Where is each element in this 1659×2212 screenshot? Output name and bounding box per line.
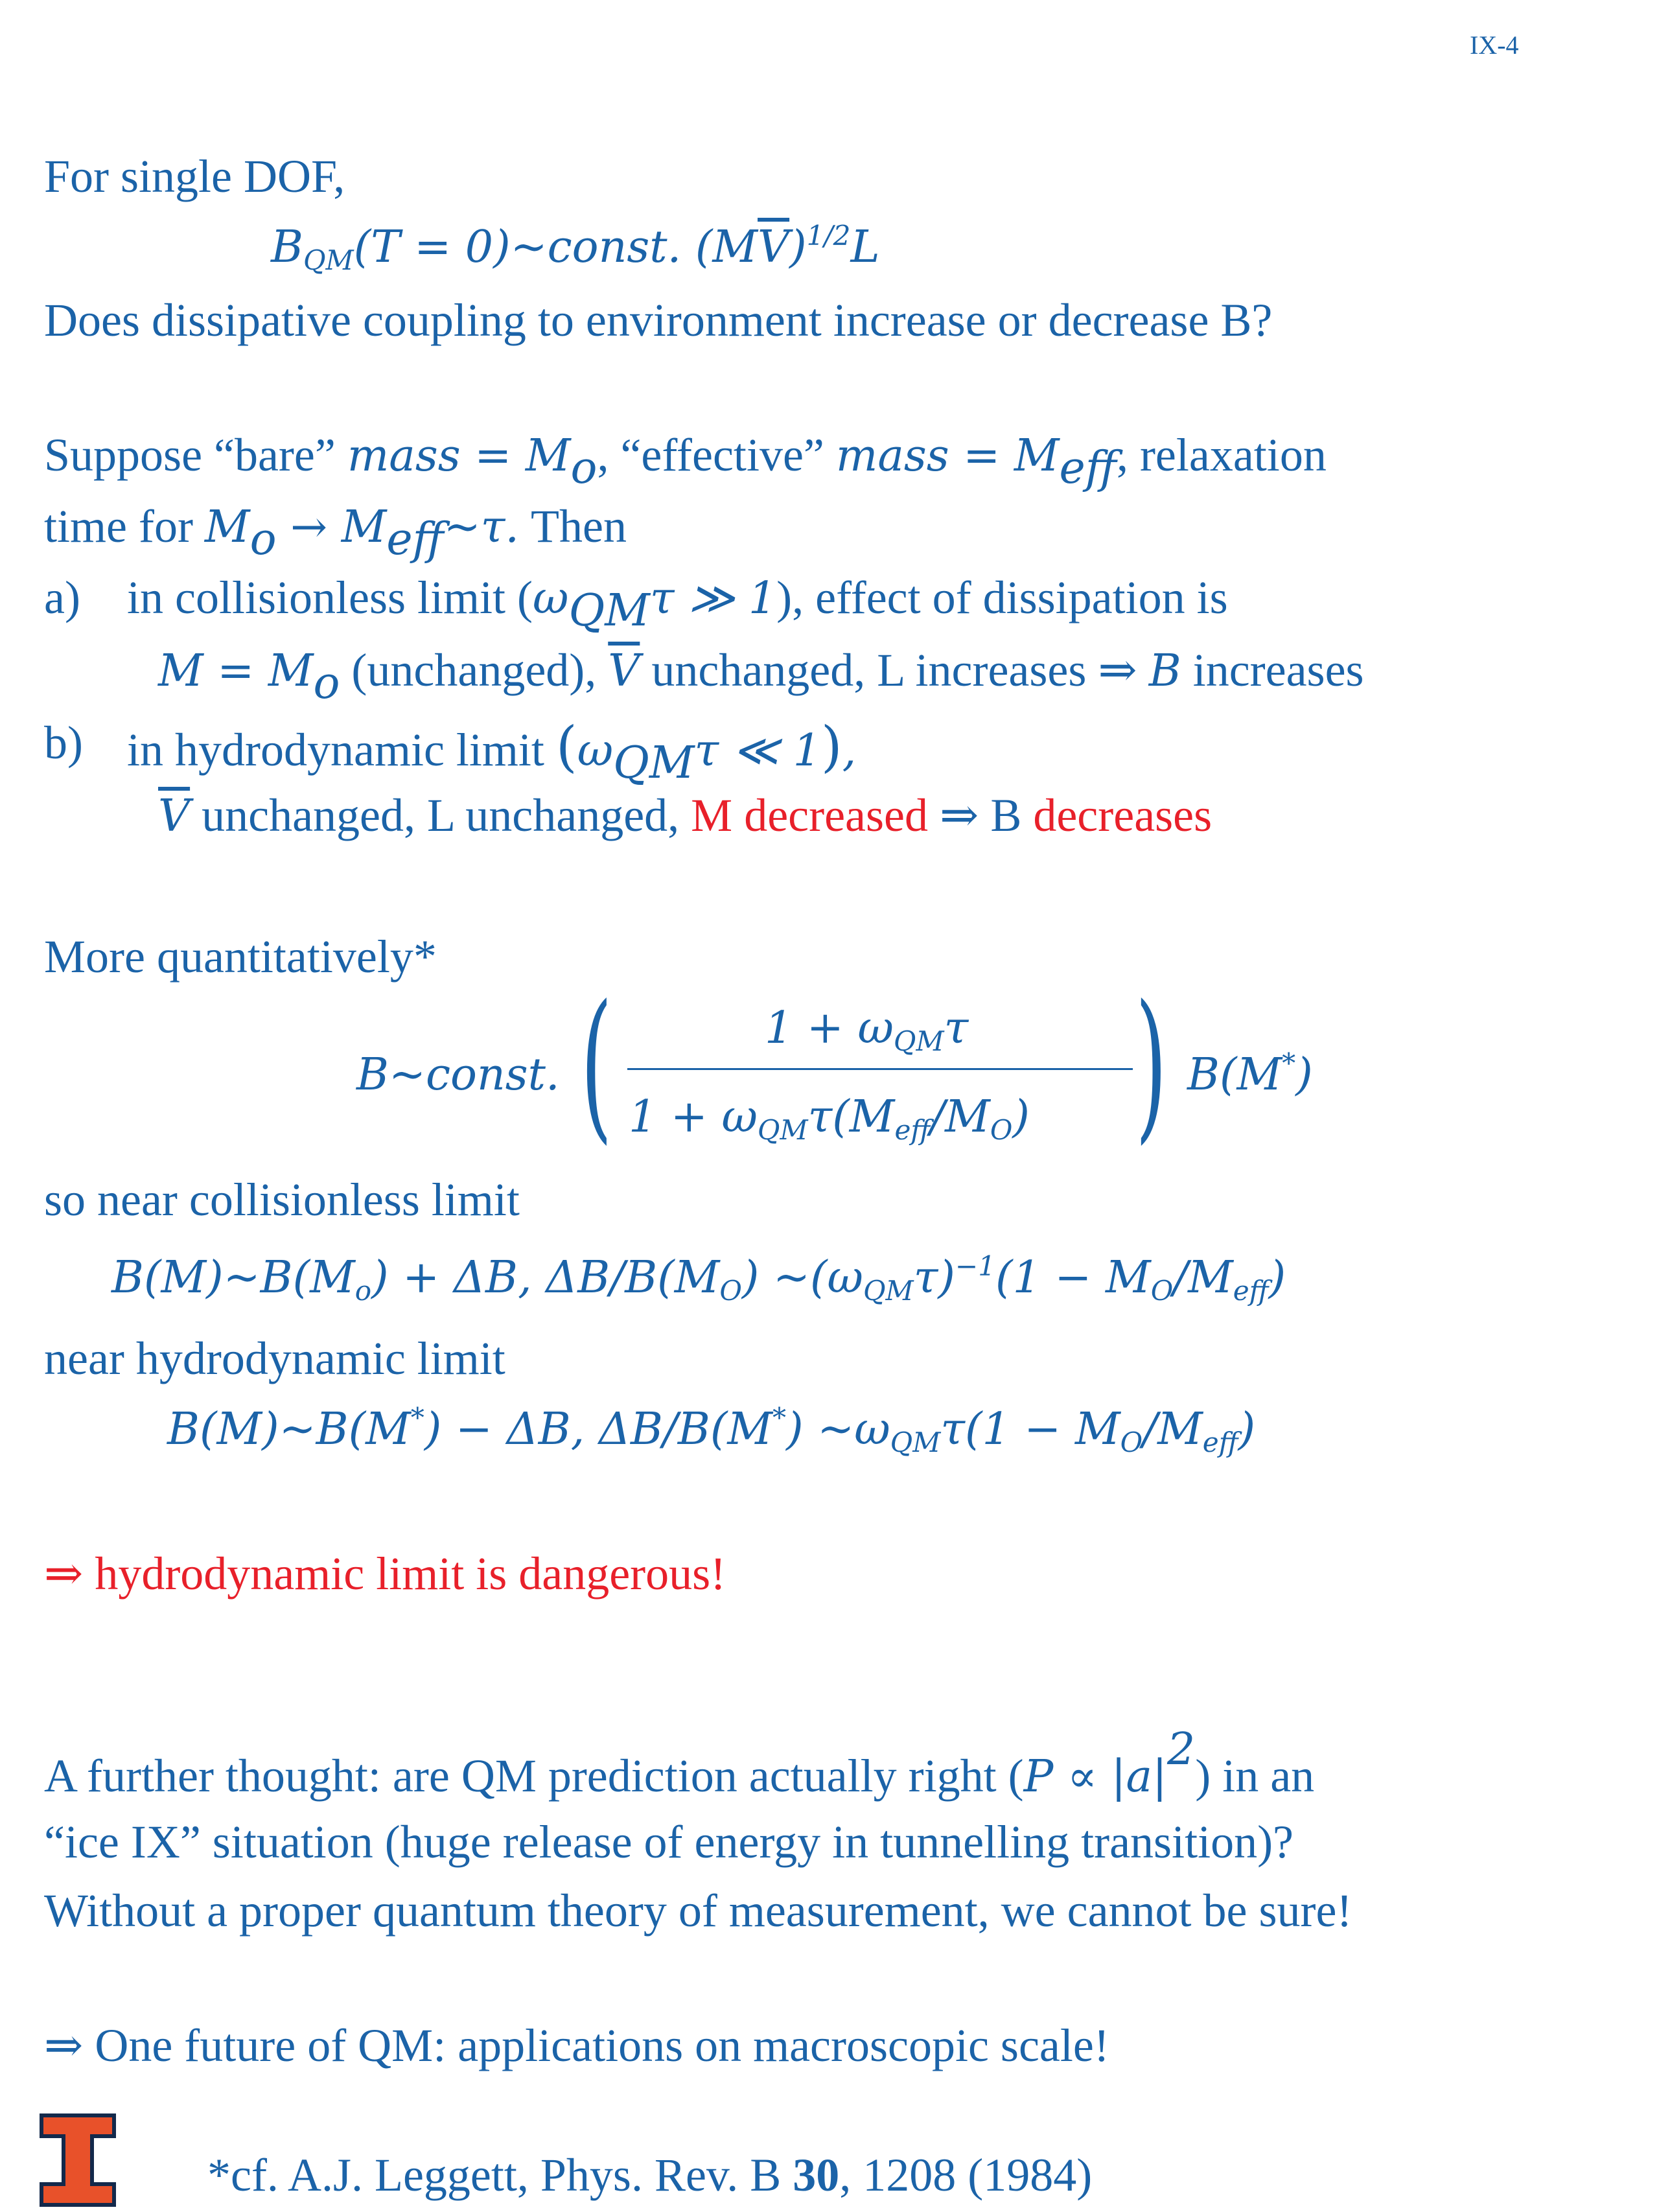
b-text-1: in hydrodynamic limit — [127, 724, 556, 776]
page-number: IX-4 — [1470, 30, 1519, 60]
s2-line2-arrow: → M — [276, 502, 387, 553]
h-eq-sup: * — [410, 1401, 424, 1434]
ft-text-b: ) in an — [1195, 1750, 1315, 1802]
more-quantitatively: More quantitatively* — [44, 931, 437, 983]
suppose-line-2 — [44, 500, 627, 566]
eq-exponent: 1/2 — [806, 219, 851, 251]
num-a: 1 + ω — [765, 1003, 894, 1054]
a-text-1: in collisionless limit ( — [127, 572, 533, 623]
eq-L: L — [850, 222, 880, 273]
collisionless-equation — [111, 1250, 1286, 1307]
fraction-lhs: B~const. — [356, 1049, 560, 1100]
rhs-close: ) — [1295, 1049, 1313, 1100]
b-res-decreases: decreases — [1033, 789, 1212, 841]
ref-volume: 30 — [793, 2149, 840, 2201]
h-eq-1: B(M)~B(M — [167, 1404, 411, 1455]
eq-tail: ) — [789, 222, 807, 273]
future-of-qm: ⇒ One future of QM: applications on macroscopic scale! — [44, 2020, 1109, 2071]
b-res-2: ⇒ B — [927, 789, 1034, 841]
eq-B: B — [271, 222, 303, 273]
a-text-2: ), effect of dissipation is — [776, 572, 1228, 623]
h-eq-sub-eff: eff — [1202, 1426, 1238, 1458]
ref-post: , 1208 (1984) — [839, 2149, 1093, 2201]
c-eq-sub-O2: O — [1150, 1274, 1174, 1307]
c-eq-sup: −1 — [955, 1250, 996, 1282]
eq-sub-qm: QM — [303, 244, 354, 276]
h-eq-6: ) — [1238, 1404, 1256, 1455]
a-res-sub-o: o — [313, 658, 340, 710]
s2-line2-a: time for — [44, 500, 205, 552]
fraction-lparen: ( — [581, 970, 612, 1159]
a-sub-qm: QM — [568, 585, 650, 637]
c-eq-sub-qm: QM — [863, 1274, 914, 1307]
h-eq-sup2: * — [772, 1401, 787, 1434]
den-sub-eff: eff — [894, 1113, 931, 1146]
rhs-a: B(M — [1187, 1049, 1282, 1100]
fraction-denominator — [629, 1091, 1030, 1146]
a-res-M: M = M — [158, 646, 314, 697]
den-a: 1 + ω — [629, 1091, 758, 1143]
further-thought-line-1 — [44, 1724, 1315, 1803]
a-res-B: B — [1148, 646, 1181, 697]
a-condition: τ ≫ 1 — [649, 573, 777, 624]
dissipation-question: Does dissipative coupling to environment increase or decrease B? — [44, 294, 1273, 346]
c-eq-2: ) + ΔB, ΔB/B(M — [371, 1252, 720, 1303]
reference-citation — [207, 2149, 1093, 2201]
num-tau: τ — [944, 1003, 969, 1054]
barrier-equation — [271, 219, 880, 276]
a-res-2: unchanged, L increases ⇒ — [640, 644, 1149, 696]
den-sub-o: O — [990, 1113, 1013, 1146]
h-eq-5: /M — [1143, 1404, 1203, 1455]
ft-text-a: A further thought: are QM prediction actually right ( — [44, 1750, 1024, 1802]
h-eq-4: τ(1 − M — [940, 1404, 1120, 1455]
item-a-result — [158, 644, 1364, 710]
h-eq-sub-o: O — [1120, 1426, 1143, 1458]
s2-line2-sub-eff: eff — [386, 514, 444, 566]
s2-sub-o: o — [570, 443, 597, 495]
near-collisionless-label: so near collisionless limit — [44, 1174, 520, 1226]
c-eq-3: ) ~(ω — [741, 1252, 863, 1303]
c-eq-6: /M — [1173, 1252, 1233, 1303]
ft-prob: P ∝ |a| — [1023, 1751, 1167, 1803]
s2-text-b: , “effective” — [597, 429, 836, 481]
suppose-line-1 — [44, 429, 1327, 495]
s2-line2-tau: ~τ. — [443, 502, 519, 553]
h-eq-sub-qm: QM — [890, 1426, 941, 1458]
university-logo — [38, 2112, 118, 2209]
den-b: τ(M — [807, 1091, 895, 1143]
c-eq-4: τ) — [913, 1252, 955, 1303]
s2-line2-sub-o: o — [249, 514, 277, 566]
eq-vbar: $\overline{V}$ — [758, 222, 790, 273]
den-d: ) — [1012, 1091, 1030, 1143]
further-thought-line-3: Without a proper quantum theory of measurement, we cannot be sure! — [44, 1885, 1352, 1937]
b-res-m-decreased: M decreased — [691, 789, 928, 841]
s2-eq-1: = M — [460, 430, 571, 482]
s2-sub-eff: eff — [1059, 443, 1117, 495]
h-eq-3: ) ~ω — [786, 1404, 890, 1455]
c-eq-5: (1 − M — [995, 1252, 1151, 1303]
c-eq-sub-o: o — [354, 1274, 372, 1307]
b-res-1: unchanged, L unchanged, — [190, 789, 691, 841]
den-sub: QM — [757, 1113, 808, 1146]
b-omega: ω — [577, 725, 614, 776]
ft-prob-sup: 2 — [1166, 1724, 1196, 1775]
fraction-numerator — [765, 1003, 969, 1057]
b-sub-qm: QM — [613, 738, 695, 789]
item-b-label: b) — [44, 717, 83, 769]
s2-mass-1: mass — [347, 430, 461, 482]
c-eq-7: ) — [1268, 1252, 1286, 1303]
den-c: /M — [930, 1091, 990, 1143]
item-a-text — [127, 572, 1228, 637]
item-a-label: a) — [44, 572, 80, 623]
a-res-vbar: $\overline{V}$ — [608, 646, 640, 697]
b-lparen: ( — [555, 715, 577, 778]
hydrodynamic-warning: ⇒ hydrodynamic limit is dangerous! — [44, 1548, 726, 1600]
h-eq-2: ) − ΔB, ΔB/B(M — [424, 1404, 773, 1455]
s2-eq-2: = M — [949, 430, 1060, 482]
c-eq-1: B(M)~B(M — [111, 1252, 355, 1303]
rhs-sup: * — [1282, 1047, 1296, 1079]
fraction-bar — [627, 1068, 1133, 1070]
s2-line2-then: Then — [519, 500, 627, 552]
a-res-3: increases — [1181, 644, 1364, 696]
b-res-vbar: $\overline{V}$ — [158, 791, 191, 842]
s2-mass-2: mass — [835, 430, 949, 482]
near-hydrodynamic-label: near hydrodynamic limit — [44, 1333, 505, 1384]
item-b-text — [127, 715, 857, 789]
c-eq-sub-O: O — [719, 1274, 742, 1307]
b-condition: τ ≪ 1 — [694, 725, 821, 776]
a-omega: ω — [533, 573, 569, 624]
num-sub: QM — [893, 1025, 944, 1057]
further-thought-line-2: “ice IX” situation (huge release of energy in tunnelling transition)? — [44, 1816, 1294, 1868]
s2-text-c: , relaxation — [1116, 429, 1327, 481]
ref-pre: *cf. A.J. Leggett, Phys. Rev. B — [207, 2149, 793, 2201]
item-b-result — [158, 789, 1212, 842]
fraction-rparen: ) — [1135, 970, 1167, 1159]
s2-text-a: Suppose “bare” — [44, 429, 347, 481]
c-eq-sub-eff: eff — [1233, 1274, 1269, 1307]
b-rparen: ) — [820, 715, 842, 778]
eq-text: (T = 0)~const. (M — [353, 222, 758, 273]
fraction-rhs — [1187, 1047, 1313, 1100]
single-dof-intro: For single DOF, — [44, 150, 345, 202]
s2-line2-M: M — [204, 502, 250, 553]
hydrodynamic-equation — [167, 1401, 1256, 1458]
b-comma: , — [842, 725, 857, 776]
a-res-1: (unchanged), — [340, 644, 609, 696]
